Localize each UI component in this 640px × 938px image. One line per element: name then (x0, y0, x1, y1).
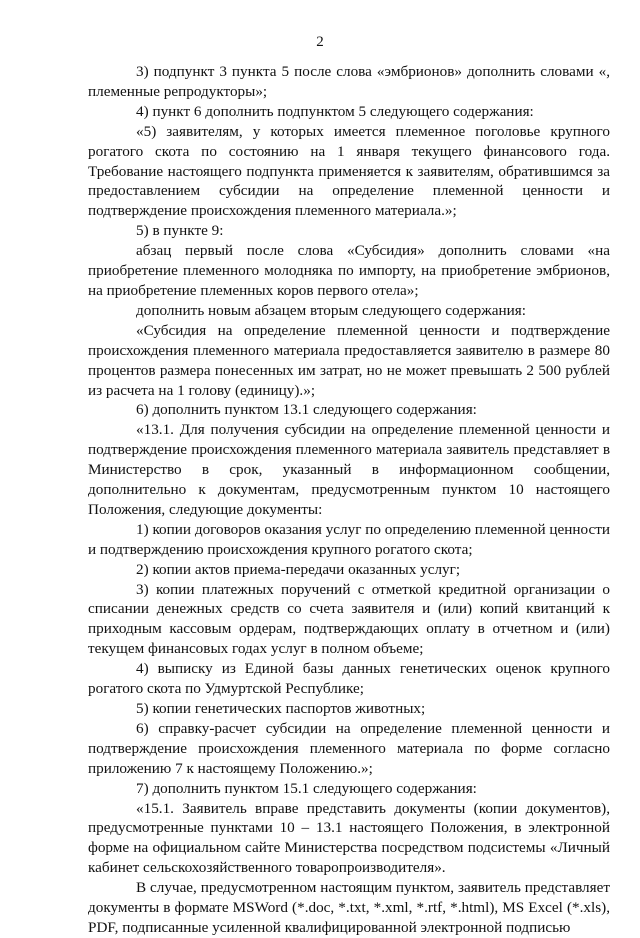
paragraph: «5) заявителям, у которых имеется племенное поголовье крупного рогатого скота по состоянию на 1 января текущего финансового года. Требование настоящего подпункта применяется к заявителям, обратившимся за предоставлением субсидии на определение племенной ценности и подтверждение происхождения племенного материала.»; (88, 122, 610, 220)
paragraph: В случае, предусмотренном настоящим пунктом, заявитель представляет документы в формате MSWord (*.doc, *.txt, *.xml, *.rtf, *.html), MS Excel (*.xls), PDF, подписанные усиленной квалифицированной электронной подписью (88, 879, 610, 936)
paragraph: «13.1. Для получения субсидии на определение племенной ценности и подтверждение происхождения племенного материала заявитель представляет в Министерство в срок, указанный в информационном сообщении, дополнительно к документам, предусмотренным пунктом 10 настоящего Положения, следующие документы: (88, 421, 610, 518)
paragraph: 4) выписку из Единой базы данных генетических оценок крупного рогатого скота по Удмуртской Республике; (88, 660, 610, 698)
paragraph: 3) подпункт 3 пункта 5 после слова «эмбрионов» дополнить словами «, племенные репродукторы»; (88, 63, 610, 100)
paragraph: «Субсидия на определение племенной ценности и подтверждение происхождения племенного материала предоставляется заявителю в размере 80 процентов размера понесенных им затрат, но не может превышать 2 500 рублей из расчета на 1 голову (единицу).»; (88, 321, 610, 399)
paragraph: «15.1. Заявитель вправе представить документы (копии документов), предусмотренные пунктами 10 – 13.1 настоящего Положения, в электронной форме на официальном сайте Министерства посредством подсистемы «Личный кабинет сельскохозяйственного товаропроизводителя». (88, 799, 610, 877)
paragraph: 2) копии актов приема-передачи оказанных услуг; (136, 560, 461, 578)
document-body (88, 62, 610, 938)
paragraph: 6) справку-расчет субсидии на определение племенной ценности и подтверждение происхождения племенного материала по форме согласно приложению 7 к настоящему Положению.»; (88, 719, 610, 777)
paragraph: 6) дополнить пунктом 13.1 следующего содержания: (136, 401, 477, 419)
paragraph: 3) копии платежных поручений с отметкой кредитной организации о списании денежных средств со счета заявителя и (или) копий квитанций к приходным кассовым ордерам, подтверждающих оплату в отчетном и (или) текущем финансовых годах услуг в полном объеме; (88, 580, 610, 658)
paragraph: 5) копии генетических паспортов животных; (136, 700, 426, 717)
paragraph: 1) копии договоров оказания услуг по определению племенной ценности и подтверждению происхождения крупного рогатого скота; (88, 520, 610, 558)
paragraph: 5) в пункте 9: (136, 222, 224, 240)
paragraph: дополнить новым абзацем вторым следующего содержания: (136, 301, 526, 319)
paragraph: 4) пункт 6 дополнить подпунктом 5 следующего содержания: (136, 102, 534, 120)
paragraph: абзац первый после слова «Субсидия» дополнить словами «на приобретение племенного молодняка по импорту, на приобретение эмбрионов, на приобретение племенных коров первого отела»; (88, 242, 610, 299)
page-number: 2 (316, 34, 324, 50)
paragraph: 7) дополнить пунктом 15.1 следующего содержания: (136, 779, 477, 797)
